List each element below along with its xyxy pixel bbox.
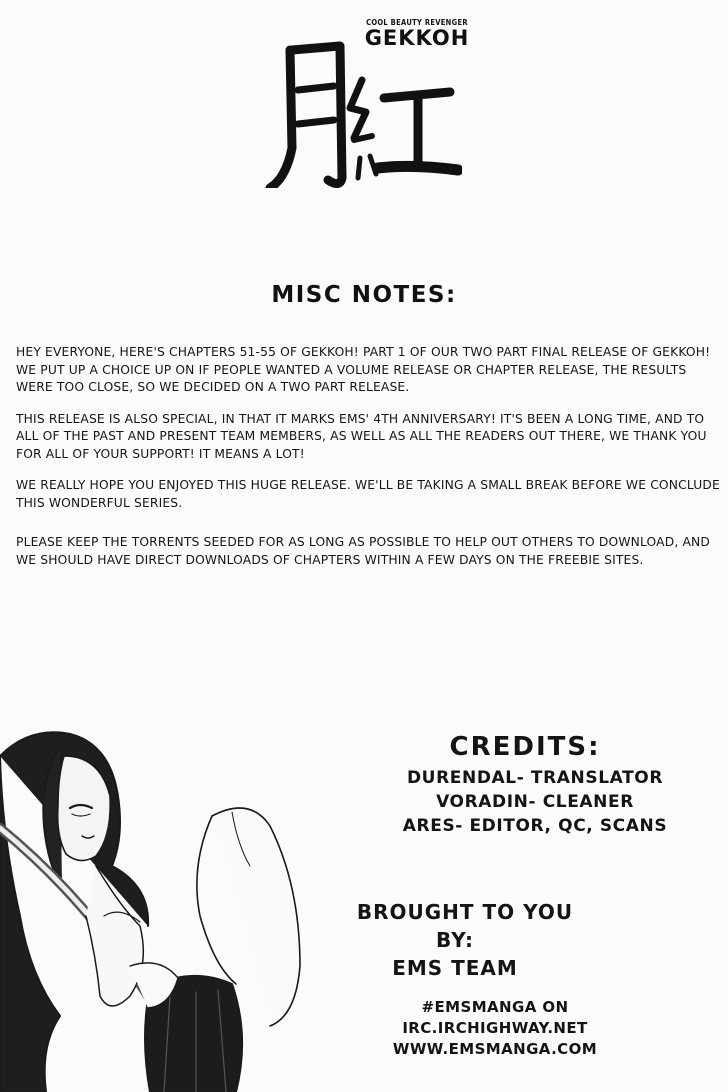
- irc-server: IRC.IRCHIGHWAY.NET: [402, 1019, 588, 1037]
- gekkoh-logo: [262, 18, 470, 188]
- credits-block: [330, 732, 720, 838]
- contact-links: [330, 997, 660, 1060]
- section-title: MISC NOTES:: [271, 282, 457, 308]
- logo-subtitle: COOL BEAUTY REVENGER: [366, 18, 468, 27]
- website-url: WWW.EMSMANGA.COM: [392, 1040, 598, 1058]
- credit-line: ARES- EDITOR, QC, SCANS: [402, 816, 668, 836]
- note-paragraph: HEY EVERYONE, HERE'S CHAPTERS 51-55 OF GEKKOH! PART 1 OF OUR TWO PART FINAL RELEASE OF GEKKOH! WE PUT UP A CHOICE UP ON IF PEOPLE WANTED A VOLUME RELEASE OR CHAPTER RELEASE, THE RESULTS WERE TOO CLOSE, SO WE DECIDED ON A TWO PART RELEASE.: [16, 345, 711, 394]
- brought-line: BROUGHT TO YOU: [356, 900, 574, 924]
- credit-line: VORADIN- CLEANER: [436, 792, 634, 812]
- note-paragraph: WE REALLY HOPE YOU ENJOYED THIS HUGE RELEASE. WE'LL BE TAKING A SMALL BREAK BEFORE WE CONCLUDE THIS WONDERFUL SERIES.: [16, 478, 720, 510]
- credits-title: CREDITS:: [449, 732, 601, 762]
- note-paragraph: PLEASE KEEP THE TORRENTS SEEDED FOR AS LONG AS POSSIBLE TO HELP OUT OTHERS TO DOWNLOAD, AND WE SHOULD HAVE DIRECT DOWNLOADS OF CHAPTERS WITHIN A FEW DAYS ON THE FREEBIE SITES.: [16, 535, 710, 567]
- team-name: EMS TEAM: [392, 956, 518, 980]
- brought-to-you-block: [330, 898, 680, 982]
- logo-title: GEKKOH: [364, 26, 470, 50]
- credit-line: DURENDAL- TRANSLATOR: [406, 768, 664, 788]
- irc-channel: #EMSMANGA ON: [421, 998, 569, 1016]
- brought-line: BY:: [436, 928, 474, 952]
- note-paragraph: THIS RELEASE IS ALSO SPECIAL, IN THAT IT MARKS EMS' 4TH ANNIVERSARY! IT'S BEEN A LONG TIME, AND TO ALL OF THE PAST AND PRESENT TEAM MEMBERS, AS WELL AS ALL THE READERS OUT THERE, WE THANK YOU FOR ALL OF YOUR SUPPORT! IT MEANS A LOT!: [16, 411, 707, 461]
- calligraphy-mark: [262, 28, 462, 188]
- notes-body: [16, 344, 720, 583]
